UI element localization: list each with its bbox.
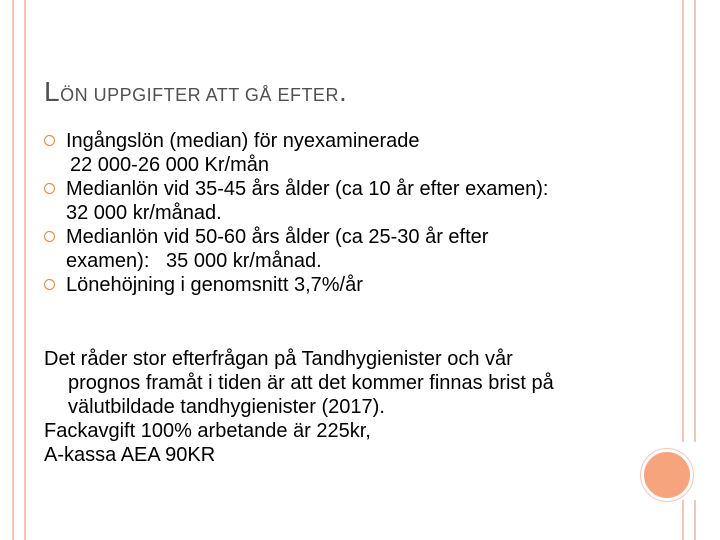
bullet-list <box>44 129 644 297</box>
bullet-item <box>44 129 644 177</box>
circle-bullet-icon <box>44 279 55 290</box>
left-decorative-frame <box>12 0 26 540</box>
right-decorative-frame <box>682 0 696 442</box>
bullet-line: Lönehöjning i genomsnitt 3,7%/år <box>66 274 363 296</box>
body-paragraph <box>44 347 644 467</box>
title-initial: L <box>44 76 61 107</box>
bullet-item <box>44 225 644 273</box>
paragraph-line: Det råder stor efterfrågan på Tandhygienister och vår <box>44 348 513 370</box>
decorative-circle <box>641 449 693 501</box>
paragraph-line: välutbildade tandhygienister (2017). <box>68 396 385 418</box>
title-text: ÖN UPPGIFTER ATT GÅ EFTER <box>60 85 339 105</box>
bullet-line: Medianlön vid 35-45 års ålder (ca 10 år efter examen): <box>66 178 549 200</box>
paragraph-line: prognos framåt i tiden är att det kommer finnas brist på <box>68 372 554 394</box>
paragraph-line: A-kassa AEA 90KR <box>44 444 216 466</box>
circle-bullet-icon <box>44 135 55 146</box>
circle-bullet-icon <box>44 183 55 194</box>
bullet-line: examen): 35 000 kr/månad. <box>66 250 322 272</box>
bullet-line: 22 000-26 000 Kr/mån <box>70 154 270 176</box>
paragraph-line: Fackavgift 100% arbetande är 225kr, <box>44 420 371 442</box>
slide-title <box>44 76 347 108</box>
bullet-line: 32 000 kr/månad. <box>66 202 222 224</box>
bullet-item <box>44 177 644 225</box>
bullet-line: Ingångslön (median) för nyexaminerade <box>66 130 420 152</box>
right-decorative-frame-lower <box>682 500 696 540</box>
title-dot: . <box>338 76 348 107</box>
bullet-line: Medianlön vid 50-60 års ålder (ca 25-30 år efter <box>66 226 489 248</box>
bullet-item <box>44 273 644 297</box>
circle-bullet-icon <box>44 231 55 242</box>
